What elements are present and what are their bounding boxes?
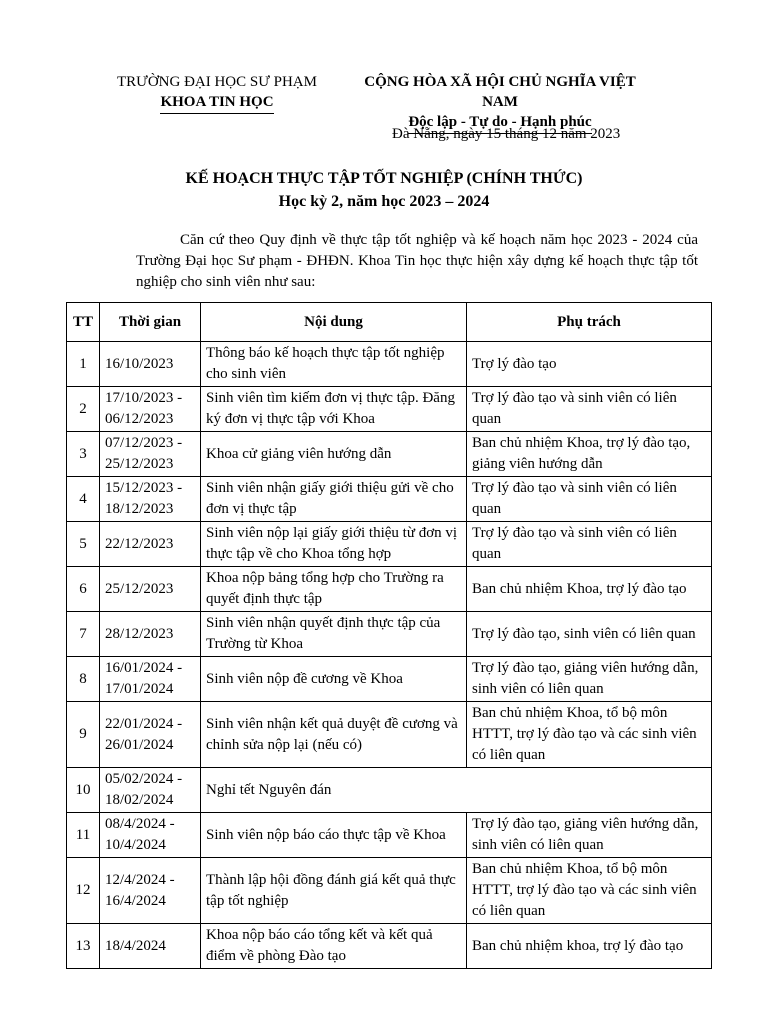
row-content: Sinh viên tìm kiếm đơn vị thực tập. Đăng ký đơn vị thực tập với Khoa bbox=[201, 387, 467, 432]
row-content: Thành lập hội đồng đánh giá kết quả thực tập tốt nghiệp bbox=[201, 858, 467, 924]
row-responsible: Trợ lý đào tạo và sinh viên có liên quan bbox=[467, 387, 712, 432]
row-time: 18/4/2024 bbox=[100, 924, 201, 969]
row-content: Khoa nộp báo cáo tổng kết và kết quả điểm về phòng Đào tạo bbox=[201, 924, 467, 969]
table-header-row bbox=[67, 303, 712, 342]
table-row bbox=[67, 702, 712, 768]
plan-table bbox=[66, 302, 712, 969]
row-responsible: Trợ lý đào tạo, sinh viên có liên quan bbox=[467, 612, 712, 657]
row-number: 7 bbox=[67, 612, 100, 657]
row-time: 08/4/2024 - 10/4/2024 bbox=[100, 813, 201, 858]
row-number: 4 bbox=[67, 477, 100, 522]
row-time: 28/12/2023 bbox=[100, 612, 201, 657]
table-row bbox=[67, 924, 712, 969]
national-title: CỘNG HÒA XÃ HỘI CHỦ NGHĨA VIỆT NAM bbox=[364, 74, 636, 110]
table-row bbox=[67, 522, 712, 567]
table-row bbox=[67, 342, 712, 387]
intro-paragraph bbox=[136, 230, 698, 293]
table-row bbox=[67, 813, 712, 858]
row-responsible: Trợ lý đào tạo, giảng viên hướng dẫn, sinh viên có liên quan bbox=[467, 657, 712, 702]
header-content: Nội dung bbox=[201, 303, 467, 342]
row-number: 10 bbox=[67, 768, 100, 813]
row-number: 2 bbox=[67, 387, 100, 432]
row-number: 6 bbox=[67, 567, 100, 612]
table-row bbox=[67, 858, 712, 924]
row-time: 05/02/2024 - 18/02/2024 bbox=[100, 768, 201, 813]
row-number: 5 bbox=[67, 522, 100, 567]
header-responsible: Phụ trách bbox=[467, 303, 712, 342]
row-responsible: Ban chủ nhiệm Khoa, trợ lý đào tạo, giảng viên hướng dẫn bbox=[467, 432, 712, 477]
row-content: Sinh viên nộp lại giấy giới thiệu từ đơn vị thực tập về cho Khoa tổng hợp bbox=[201, 522, 467, 567]
row-time: 16/10/2023 bbox=[100, 342, 201, 387]
row-content: Khoa cử giảng viên hướng dẫn bbox=[201, 432, 467, 477]
row-time: 16/01/2024 - 17/01/2024 bbox=[100, 657, 201, 702]
intro-text: Căn cứ theo Quy định về thực tập tốt nghiệp và kế hoạch năm học 2023 - 2024 của Trường Đại học Sư phạm - ĐHĐN. Khoa Tin học thực hiện xây dựng kế hoạch thực tập tốt nghiệp cho sinh viên như sau: bbox=[136, 232, 698, 290]
header-tt: TT bbox=[67, 303, 100, 342]
university-name: TRƯỜNG ĐẠI HỌC SƯ PHẠM bbox=[117, 74, 317, 90]
row-responsible: Ban chủ nhiệm Khoa, tổ bộ môn HTTT, trợ lý đào tạo và các sinh viên có liên quan bbox=[467, 858, 712, 924]
row-content: Khoa nộp bảng tổng hợp cho Trường ra quyết định thực tập bbox=[201, 567, 467, 612]
row-content: Nghỉ tết Nguyên đán bbox=[201, 768, 712, 813]
table-row bbox=[67, 657, 712, 702]
row-number: 9 bbox=[67, 702, 100, 768]
row-time: 22/01/2024 - 26/01/2024 bbox=[100, 702, 201, 768]
row-time: 22/12/2023 bbox=[100, 522, 201, 567]
row-number: 13 bbox=[67, 924, 100, 969]
table-row bbox=[67, 612, 712, 657]
national-motto: Độc lập - Tự do - Hạnh phúc bbox=[408, 112, 591, 134]
row-time: 12/4/2024 - 16/4/2024 bbox=[100, 858, 201, 924]
table-row bbox=[67, 387, 712, 432]
row-number: 1 bbox=[67, 342, 100, 387]
row-content: Sinh viên nhận quyết định thực tập của Trường từ Khoa bbox=[201, 612, 467, 657]
row-content: Sinh viên nhận kết quả duyệt đề cương và chỉnh sửa nộp lại (nếu có) bbox=[201, 702, 467, 768]
header-right bbox=[350, 72, 650, 134]
row-content: Sinh viên nộp đề cương về Khoa bbox=[201, 657, 467, 702]
row-number: 8 bbox=[67, 657, 100, 702]
row-responsible: Trợ lý đào tạo và sinh viên có liên quan bbox=[467, 522, 712, 567]
row-responsible: Ban chủ nhiệm khoa, trợ lý đào tạo bbox=[467, 924, 712, 969]
row-time: 07/12/2023 - 25/12/2023 bbox=[100, 432, 201, 477]
table-row bbox=[67, 567, 712, 612]
header-time: Thời gian bbox=[100, 303, 201, 342]
table-body bbox=[67, 342, 712, 969]
date-line: Đà Nẵng, ngày 15 tháng 12 năm 2023 bbox=[392, 126, 621, 142]
row-responsible: Ban chủ nhiệm Khoa, trợ lý đào tạo bbox=[467, 567, 712, 612]
row-time: 17/10/2023 - 06/12/2023 bbox=[100, 387, 201, 432]
document-subtitle: Học kỳ 2, năm học 2023 – 2024 bbox=[278, 193, 490, 210]
row-content: Sinh viên nộp báo cáo thực tập về Khoa bbox=[201, 813, 467, 858]
table-row bbox=[67, 768, 712, 813]
row-time: 25/12/2023 bbox=[100, 567, 201, 612]
table-row bbox=[67, 432, 712, 477]
row-responsible: Ban chủ nhiệm Khoa, tổ bộ môn HTTT, trợ lý đào tạo và các sinh viên có liên quan bbox=[467, 702, 712, 768]
row-number: 12 bbox=[67, 858, 100, 924]
row-content: Thông báo kế hoạch thực tập tốt nghiệp cho sinh viên bbox=[201, 342, 467, 387]
row-responsible: Trợ lý đào tạo bbox=[467, 342, 712, 387]
row-number: 11 bbox=[67, 813, 100, 858]
header-left bbox=[112, 72, 322, 114]
row-time: 15/12/2023 - 18/12/2023 bbox=[100, 477, 201, 522]
row-number: 3 bbox=[67, 432, 100, 477]
row-responsible: Trợ lý đào tạo và sinh viên có liên quan bbox=[467, 477, 712, 522]
table-row bbox=[67, 477, 712, 522]
document-title: KẾ HOẠCH THỰC TẬP TỐT NGHIỆP (CHÍNH THỨC) bbox=[185, 170, 583, 187]
row-responsible: Trợ lý đào tạo, giảng viên hướng dẫn, sinh viên có liên quan bbox=[467, 813, 712, 858]
row-content: Sinh viên nhận giấy giới thiệu gửi về cho đơn vị thực tập bbox=[201, 477, 467, 522]
faculty-name: KHOA TIN HỌC bbox=[160, 92, 273, 114]
